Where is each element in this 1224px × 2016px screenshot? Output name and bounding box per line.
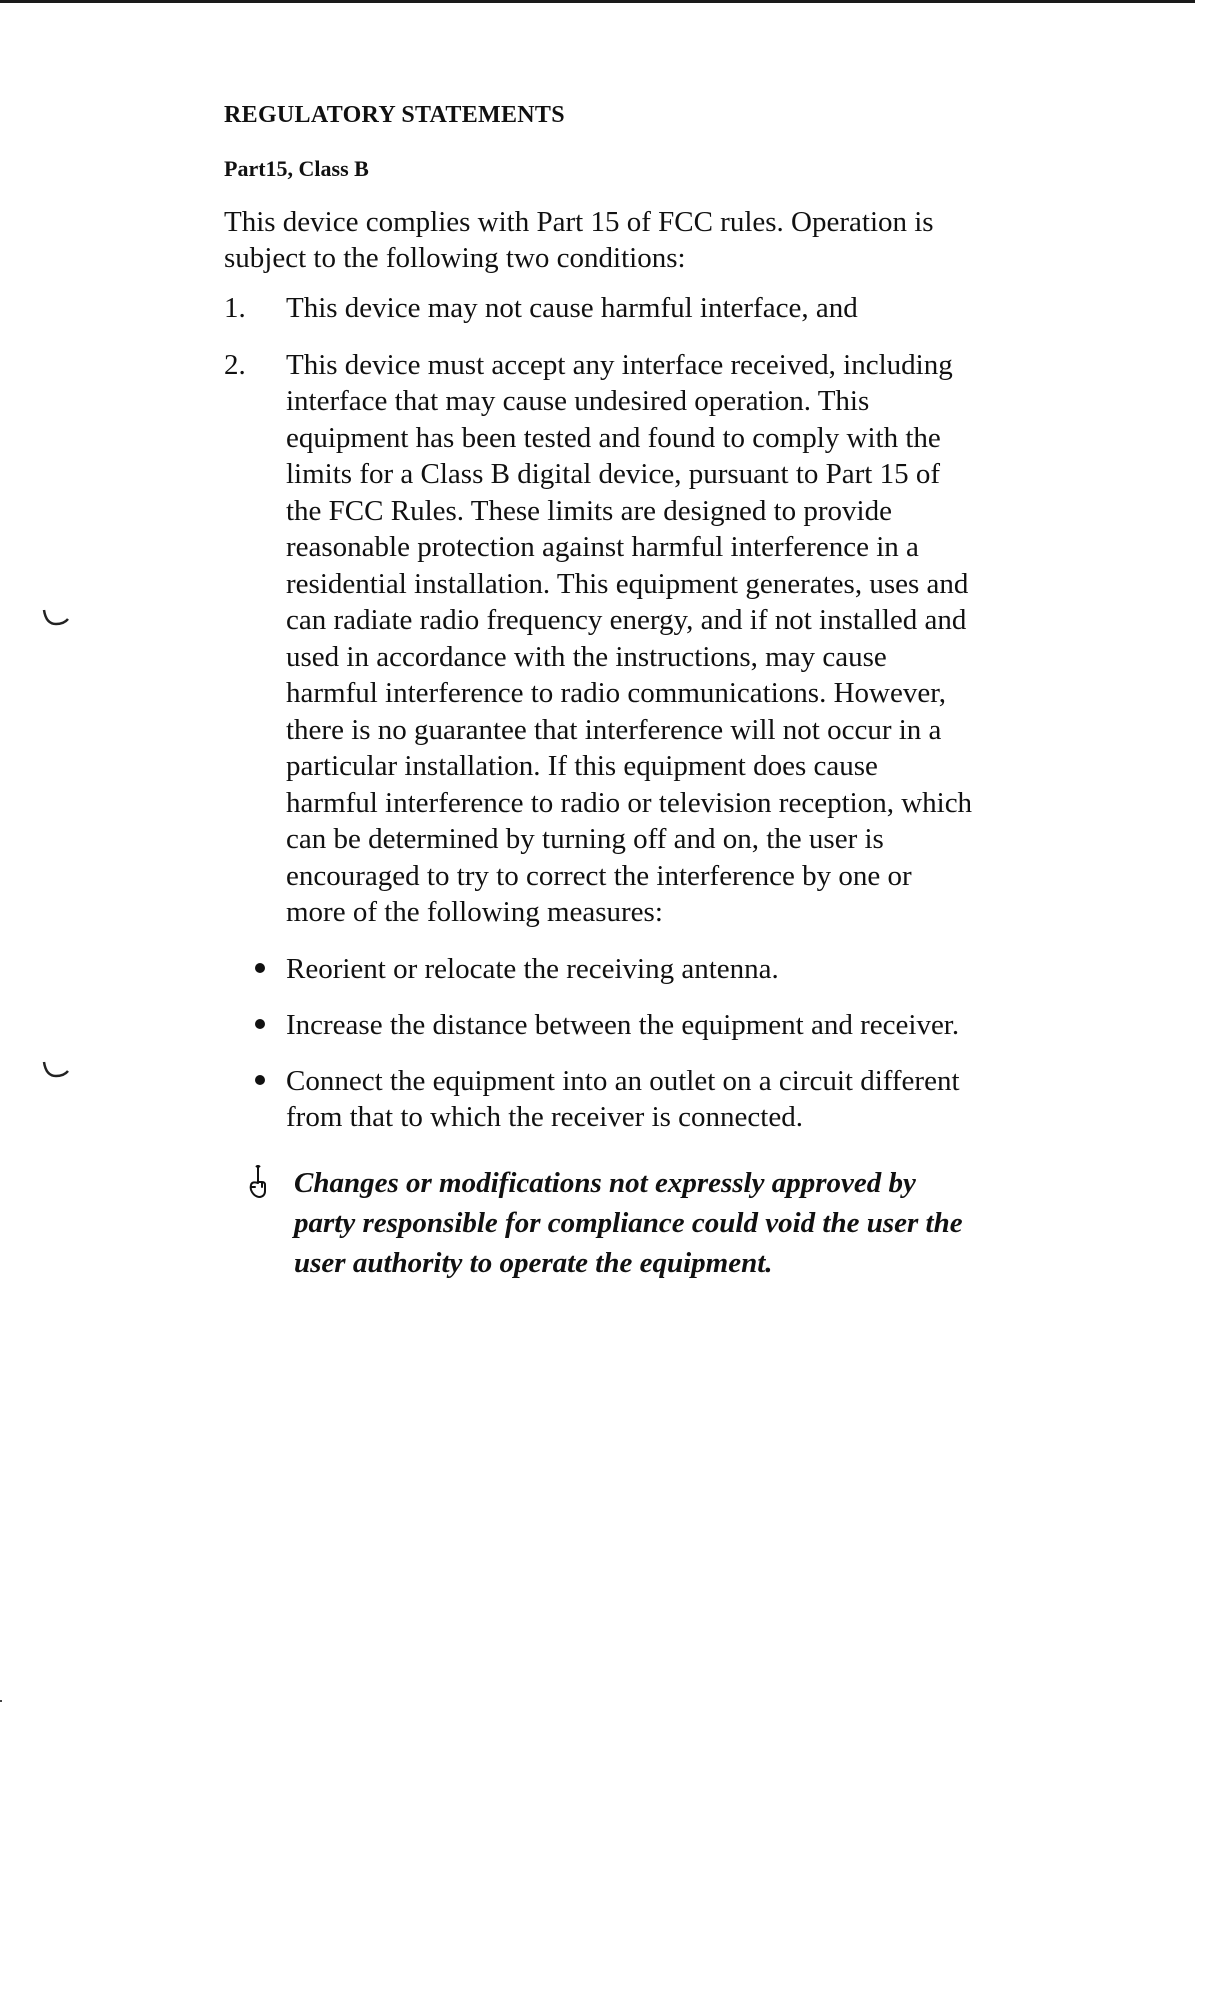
condition-number: 2. — [224, 348, 246, 381]
condition-text: This device must accept any interface received, including interface that may cause undesired operation. This equipment has been tested and found to comply with the limits for a Class B digital device, pursuant to Part 15 of the FCC Rules. These limits are designed to provide reasonable protection against harmful interference in a residential installation. This equipment generates, uses and can radiate radio frequency energy, and if not installed and used in accordance with the instructions, may cause harmful interference to radio communications. However, there is no guarantee that interference will not occur in a particular installation. If this equipment does cause harmful interference to radio or television reception, which can be determined by turning off and on, the user is encouraged to try to correct the interference by one or more of the following measures: — [286, 348, 973, 928]
measure-item — [224, 1007, 984, 1043]
compliance-note — [224, 1163, 984, 1283]
measure-text: Reorient or relocate the receiving antenna. — [286, 952, 779, 985]
intro-paragraph: This device complies with Part 15 of FCC rules. Operation is subject to the following two conditions: — [224, 206, 934, 274]
scan-speck — [0, 1700, 2, 1702]
measure-item — [224, 1063, 984, 1135]
margin-mark — [42, 1060, 70, 1080]
bullet-icon — [224, 1007, 286, 1043]
pointing-hand-icon — [224, 1163, 286, 1283]
measure-text: Increase the distance between the equipment and receiver. — [286, 1008, 960, 1041]
bullet-icon — [224, 951, 286, 987]
measure-text: Connect the equipment into an outlet on a circuit different from that to which the receiver is connected. — [286, 1064, 960, 1133]
margin-mark — [42, 608, 70, 628]
condition-item — [224, 347, 984, 931]
measures-list — [224, 951, 984, 1135]
condition-number: 1. — [224, 292, 246, 324]
condition-item — [224, 290, 984, 327]
top-rule — [0, 0, 1195, 3]
condition-text: This device may not cause harmful interface, and — [286, 292, 858, 324]
bullet-icon — [224, 1063, 286, 1135]
measure-item — [224, 951, 984, 987]
subsection-title: Part15, Class B — [224, 156, 369, 181]
document-page — [224, 100, 984, 1283]
section-title: REGULATORY STATEMENTS — [224, 102, 565, 128]
conditions-list — [224, 290, 984, 931]
note-text: Changes or modifications not expressly approved by party responsible for compliance could void the user the user authority to operate the equipment. — [294, 1166, 963, 1279]
